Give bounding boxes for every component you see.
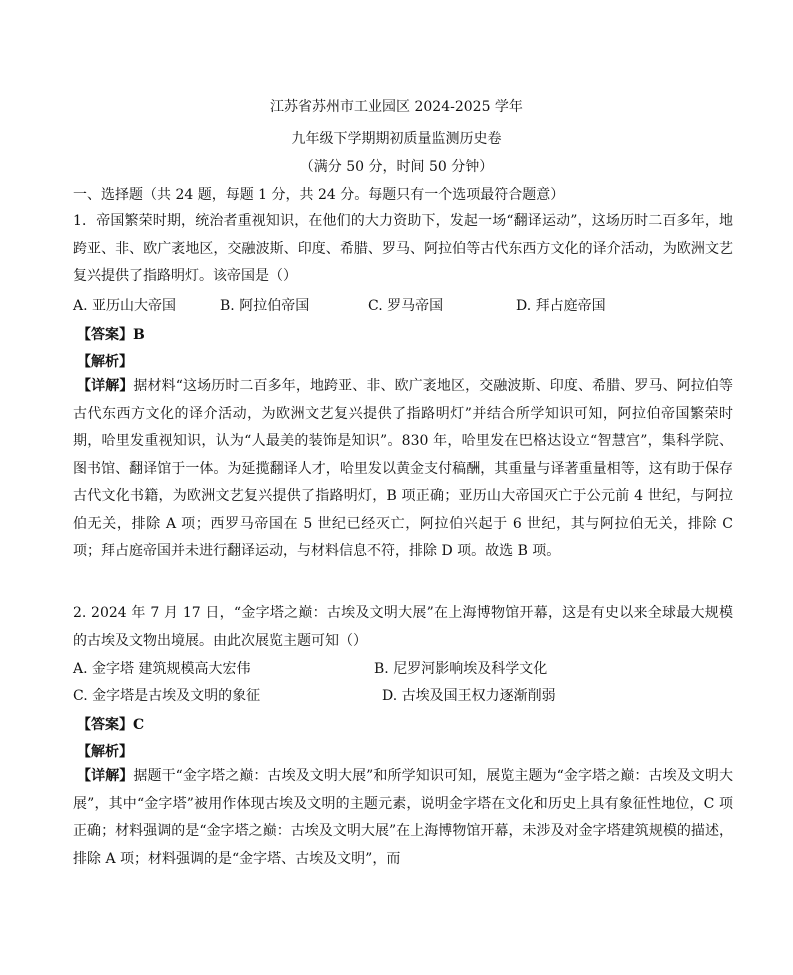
q2-detail [73, 763, 733, 873]
q1-option-b: B. 阿拉伯帝国 [220, 298, 310, 314]
q1-detail-text: 据材料“这场历时二百多年，地跨亚、非、欧广袤地区，交融波斯、印度、希腊、罗马、阿拉伯等古代东西方文化的译介活动，为欧洲文艺复兴提供了指路明灯”并结合所学知识可知，阿拉伯帝国繁荣时期，哈里发重视知识，认为“人最美的装饰是知识”。830 年，哈里发在巴格达设立“智慧宫”，集科学院、图书馆、翻译馆于一体。为延揽翻译人才，哈里发以黄金支付稿酬，其重量与译著重量相等，这有助于保存古代文化书籍，为欧洲文艺复兴提供了指路明灯，B 项正确；亚历山大帝国灭亡于公元前 4 世纪，与阿拉伯无关，排除 A 项；西罗马帝国在 5 世纪已经灭亡，阿拉伯兴起于 6 世纪，其与阿拉伯无关，排除 C 项；拜占庭帝国并未进行翻译运动，与材料信息不符，排除 D 项。故选 B 项。 [73, 378, 733, 559]
q1-answer-value: B [133, 327, 145, 343]
q1-analysis-label: 【解析】 [77, 354, 133, 370]
q2-option-a: A. 金字塔 建筑规模高大宏伟 [73, 661, 251, 677]
q2-stem: 2. 2024 年 7 月 17 日，“金字塔之巅：古埃及文明大展”在上海博物馆开幕，这是有史以来全球最大规模的古埃及文物出境展。由此次展览主题可知（） [73, 605, 733, 649]
q1-stem: 1．帝国繁荣时期，统治者重视知识，在他们的大力资助下，发起一场“翻译运动”，这场历时二百多年，地跨亚、非、欧广袤地区，交融波斯、印度、希腊、罗马、阿拉伯等古代东西方文化的译介活动，为欧洲文艺复兴提供了指路明灯。该帝国是（） [73, 213, 733, 284]
doc-title-line1: 江苏省苏州市工业园区 2024-2025 学年 [270, 99, 523, 115]
q2-option-d: D. 古埃及国王权力逐渐削弱 [382, 688, 556, 704]
q2-answer-value: C [133, 717, 145, 733]
q2-option-c: C. 金字塔是古埃及文明的象征 [73, 688, 261, 704]
q1-answer [77, 326, 145, 344]
q2-answer-label: 【答案】 [77, 717, 133, 733]
q1-option-c: C. 罗马帝国 [368, 298, 444, 314]
q2-analysis-label: 【解析】 [77, 744, 133, 760]
q1-answer-label: 【答案】 [77, 327, 133, 343]
q2-option-b: B. 尼罗河影响埃及科学文化 [374, 661, 548, 677]
q2-detail-text: 据题干“金字塔之巅：古埃及文明大展”和所学知识可知，展览主题为“金字塔之巅：古埃及文明大展”，其中“金字塔”被用作体现古埃及文明的主题元素，说明金字塔在文化和历史上具有象征性地位，C 项正确；材料强调的是“金字塔之巅：古埃及文明大展”在上海博物馆开幕，未涉及对金字塔建筑规模的描述，排除 A 项；材料强调的是“金字塔、古埃及文明”，而 [73, 768, 733, 867]
doc-title-line2: 九年级下学期期初质量监测历史卷 [291, 131, 502, 147]
q2-answer [77, 716, 144, 734]
q1-detail-label: 【详解】 [77, 378, 134, 394]
section-heading: 一、选择题（共 24 题，每题 1 分，共 24 分。每题只有一个选项最符合题意） [73, 187, 565, 203]
doc-title-line3: （满分 50 分，时间 50 分钟） [299, 159, 494, 175]
q1-detail [73, 373, 733, 566]
q2-detail-label: 【详解】 [77, 768, 134, 784]
q1-option-d: D. 拜占庭帝国 [516, 298, 606, 314]
q1-option-a: A. 亚历山大帝国 [73, 298, 177, 314]
